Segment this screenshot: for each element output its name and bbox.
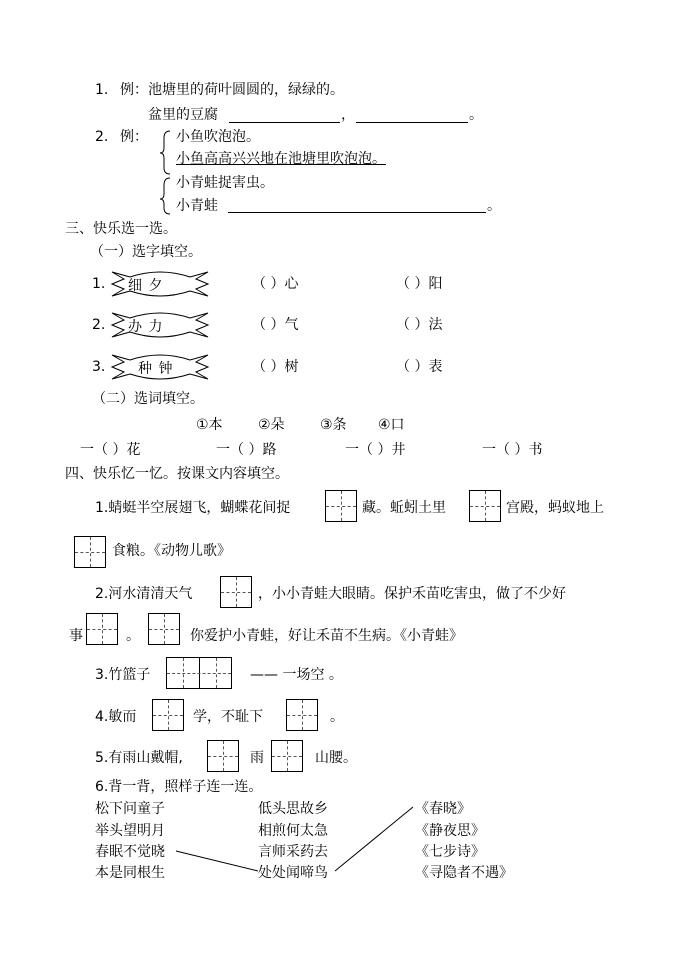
item2-candy-text: 办 力 — [128, 319, 164, 335]
q2-b1: 小青蛙捉害虫。 — [176, 175, 274, 191]
q2-a2: 小鱼高高兴兴地在池塘里吹泡泡。 — [176, 151, 386, 167]
match-line — [176, 851, 258, 871]
poem-line[interactable]: 松下问童子 — [95, 801, 165, 817]
part1-title: （一）选字填空。 — [90, 244, 202, 260]
q1-number: 1. — [95, 82, 109, 98]
section3-title: 三、快乐选一选。 — [65, 221, 177, 237]
item2-number: 2. — [92, 317, 106, 333]
p2-text-e: 你爱护小青蛙，好让禾苗不生病。《小青蛙》 — [190, 628, 463, 644]
item3-blank-1[interactable]: （ ）树 — [252, 359, 299, 375]
option-1: ①本 — [196, 417, 223, 433]
poem-line[interactable]: 本是同根生 — [95, 865, 165, 881]
p5-text-c: 山腰。 — [315, 750, 357, 766]
p3-text-a: 3.竹篮子 — [95, 667, 151, 683]
p1-text-b: 藏。蚯蚓土里 — [362, 500, 446, 516]
item3-candy-text: 种 钟 — [138, 361, 174, 377]
p2-text-c: 事 — [69, 628, 83, 644]
item3-blank-2[interactable]: （ ）表 — [396, 359, 443, 375]
measure-blank-1[interactable]: 一（ ）花 — [80, 442, 141, 458]
p1-text-d: 食粮。《动物儿歌》 — [112, 543, 231, 559]
item1-number: 1. — [92, 276, 106, 292]
poem-line[interactable]: 举头望明月 — [95, 823, 165, 839]
p6-instruction: 6.背一背，照样子连一连。 — [95, 779, 263, 795]
q1-period: 。 — [469, 107, 483, 123]
q1-example: 例：池塘里的荷叶圆圆的，绿绿的。 — [120, 82, 344, 98]
item1-candy-text: 细 夕 — [128, 278, 164, 294]
p5-text-a: 5.有雨山戴帽, — [95, 750, 183, 766]
measure-blank-3[interactable]: 一（ ）井 — [345, 442, 406, 458]
q2-number: 2. — [95, 129, 109, 145]
poem-title[interactable]: 《春晓》 — [415, 801, 471, 817]
p4-text-b: 学，不耻下 — [193, 709, 263, 725]
poem-line[interactable]: 春眠不觉晓 — [95, 844, 165, 860]
item1-blank-1[interactable]: （ ）心 — [252, 276, 299, 292]
poem-line[interactable]: 言师采药去 — [258, 844, 328, 860]
q2-a1: 小鱼吹泡泡。 — [176, 129, 260, 145]
p4-text-a: 4.敏而 — [95, 709, 137, 725]
item3-number: 3. — [92, 359, 106, 375]
poem-line[interactable]: 相煎何太急 — [258, 823, 328, 839]
q2-example-label: 例： — [120, 129, 148, 145]
p2-text-a: 2.河水清清天气 — [95, 586, 193, 602]
match-line — [335, 807, 413, 871]
p4-text-c: 。 — [330, 709, 344, 725]
option-4: ④口 — [378, 417, 405, 433]
q2-b2-end: 。 — [487, 198, 501, 214]
measure-blank-4[interactable]: 一（ ）书 — [482, 442, 543, 458]
poem-line[interactable]: 处处闻啼鸟 — [258, 865, 328, 881]
p2-text-b: ，小小青蛙大眼睛。保护禾苗吃害虫，做了不少好 — [258, 586, 566, 602]
part2-title: （二）选词填空。 — [92, 391, 204, 407]
poem-line[interactable]: 低头思故乡 — [258, 801, 328, 817]
p1-text-a: 1.蜻蜓半空展翅飞，蝴蝶花间捉 — [95, 500, 291, 516]
p5-text-b: 雨 — [250, 750, 264, 766]
poem-title[interactable]: 《七步诗》 — [415, 844, 485, 860]
option-3: ③条 — [320, 417, 347, 433]
p3-text-b: —— 一场空 。 — [250, 667, 343, 683]
poem-title[interactable]: 《静夜思》 — [415, 823, 485, 839]
item1-blank-2[interactable]: （ ）阳 — [396, 276, 443, 292]
poem-title[interactable]: 《寻隐者不遇》 — [415, 865, 513, 881]
p2-text-d: 。 — [126, 628, 140, 644]
q1-line2: 盆里的豆腐 — [148, 107, 218, 123]
option-2: ②朵 — [258, 417, 285, 433]
measure-blank-2[interactable]: 一（ ）路 — [216, 442, 277, 458]
section4-title: 四、快乐忆一忆。按课文内容填空。 — [65, 466, 289, 482]
item2-blank-2[interactable]: （ ）法 — [396, 317, 443, 333]
q2-b2: 小青蛙 — [176, 198, 218, 214]
item2-blank-1[interactable]: （ ）气 — [252, 317, 299, 333]
p1-text-c: 宫殿，蚂蚁地上 — [506, 500, 604, 516]
q1-comma: ， — [341, 107, 355, 123]
